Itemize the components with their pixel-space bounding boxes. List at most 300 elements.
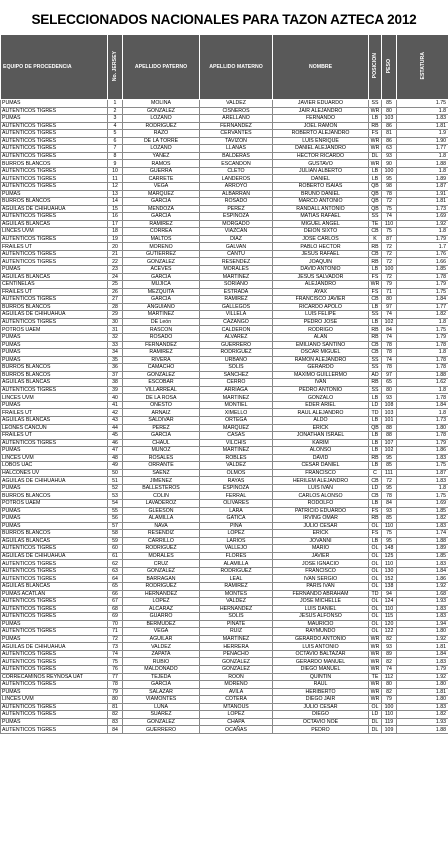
apellido-paterno-cell: ACEVES (123, 266, 200, 274)
apellido-materno-cell: HERNANDEZ (200, 605, 273, 613)
apellido-paterno-cell: RODRIGUEZ (123, 122, 200, 130)
jersey-cell: 74 (108, 650, 123, 658)
nombre-cell: DIEGO MANUEL (273, 666, 369, 674)
table-row (1, 484, 448, 492)
team-cell: FRAILES UT (1, 288, 108, 296)
nombre-cell: FERNANDO (273, 115, 369, 123)
apellido-materno-cell: SANCHEZ (200, 371, 273, 379)
peso-cell: 93 (382, 394, 397, 402)
table-row (1, 499, 448, 507)
table-row (1, 122, 448, 130)
apellido-materno-cell: GATICA (200, 515, 273, 523)
apellido-materno-cell: SOLIS (200, 364, 273, 372)
nombre-cell: IVAN SERGIO (273, 575, 369, 583)
nombre-cell: DEION SIXTO (273, 228, 369, 236)
estatura-cell: 1.83 (397, 605, 448, 613)
peso-cell: 82 (382, 688, 397, 696)
estatura-cell: 1.75 (397, 100, 448, 108)
estatura-cell: 1.83 (397, 658, 448, 666)
peso-cell: 115 (382, 613, 397, 621)
estatura-cell: 1.78 (397, 356, 448, 364)
team-cell: PUMAS (1, 341, 108, 349)
apellido-materno-cell: FERRAL (200, 492, 273, 500)
team-cell: LOBOS UAC (1, 462, 108, 470)
table-row (1, 635, 448, 643)
jersey-cell: 80 (108, 696, 123, 704)
apellido-materno-cell: ALVAREZ (200, 333, 273, 341)
peso-cell: 103 (382, 115, 397, 123)
apellido-materno-cell: MARTINEZ (200, 635, 273, 643)
team-cell: PUMAS (1, 718, 108, 726)
posicion-cell: OL (369, 613, 382, 621)
table-row (1, 213, 448, 221)
team-cell: LINCES UVM (1, 696, 108, 704)
apellido-materno-cell: MORALES (200, 266, 273, 274)
table-row (1, 333, 448, 341)
apellido-paterno-cell: CAMACHO (123, 364, 200, 372)
apellido-paterno-cell: MALTOS (123, 235, 200, 243)
estatura-cell: 1.75 (397, 288, 448, 296)
apellido-paterno-cell: FERNANDEZ (123, 341, 200, 349)
peso-cell: 65 (382, 379, 397, 387)
apellido-paterno-cell: LOPEZ (123, 598, 200, 606)
table-row (1, 220, 448, 228)
nombre-cell: OCTAVIO NOE (273, 718, 369, 726)
nombre-cell: DANIEL ALEJANDRO (273, 145, 369, 153)
peso-cell: 110 (382, 220, 397, 228)
nombre-cell: JESUS RAFAEL (273, 250, 369, 258)
nombre-cell: HECTOR RICARDO (273, 152, 369, 160)
estatura-cell: 1.83 (397, 613, 448, 621)
nombre-cell: GERARDO ANTONIO (273, 635, 369, 643)
apellido-materno-cell: GALVAN (200, 243, 273, 251)
posicion-cell: WR (369, 696, 382, 704)
estatura-cell: 1.80 (397, 681, 448, 689)
nombre-cell: DAVID ANTONIO (273, 266, 369, 274)
apellido-paterno-cell: RAMOS (123, 160, 200, 168)
apellido-paterno-cell: BERMUDEZ (123, 620, 200, 628)
apellido-materno-cell: PINATE (200, 620, 273, 628)
jersey-cell: 36 (108, 364, 123, 372)
table-row (1, 575, 448, 583)
table-row (1, 673, 448, 681)
posicion-cell: QB (369, 183, 382, 191)
peso-cell: 88 (382, 424, 397, 432)
posicion-cell: WR (369, 666, 382, 674)
apellido-materno-cell: LARIOS (200, 537, 273, 545)
jersey-cell: 51 (108, 477, 123, 485)
nombre-cell: LUIS FELIPE (273, 311, 369, 319)
team-cell: LINCES UVM (1, 228, 108, 236)
peso-cell: 81 (382, 130, 397, 138)
peso-cell: 138 (382, 583, 397, 591)
team-cell: AGUILAS DE CHIHUAHUA (1, 477, 108, 485)
table-row (1, 152, 448, 160)
posicion-cell: OL (369, 628, 382, 636)
apellido-paterno-cell: BALLESTEROS (123, 484, 200, 492)
table-body (1, 100, 448, 734)
jersey-cell: 78 (108, 681, 123, 689)
posicion-cell: LB (369, 115, 382, 123)
estatura-cell: 1.79 (397, 235, 448, 243)
table-row (1, 115, 448, 123)
apellido-materno-cell: ORTEGA (200, 416, 273, 424)
peso-cell: 78 (382, 364, 397, 372)
table-row (1, 288, 448, 296)
team-cell: AUTENTICOS TIGRES (1, 560, 108, 568)
estatura-cell: 1.83 (397, 477, 448, 485)
posicion-cell: RB (369, 454, 382, 462)
apellido-materno-cell: URBANO (200, 356, 273, 364)
peso-cell: 75 (382, 205, 397, 213)
nombre-cell: CARLOS ALONSO (273, 492, 369, 500)
team-cell: CENTINELAS (1, 281, 108, 289)
table-row (1, 281, 448, 289)
team-cell: AGUILAS BLANCAS (1, 537, 108, 545)
apellido-paterno-cell: RAMIREZ (123, 349, 200, 357)
apellido-paterno-cell: CRUZ (123, 560, 200, 568)
posicion-cell: LB (369, 432, 382, 440)
posicion-cell: SS (369, 100, 382, 108)
nombre-cell: ERICK (273, 530, 369, 538)
posicion-cell: WR (369, 688, 382, 696)
apellido-paterno-cell: ZAPATA (123, 650, 200, 658)
table-row (1, 703, 448, 711)
posicion-cell: TE (369, 673, 382, 681)
table-row (1, 537, 448, 545)
jersey-cell: 28 (108, 303, 123, 311)
estatura-cell: 1.92 (397, 673, 448, 681)
header-equipo: EQUIPO DE PROCEDENCIA (1, 35, 108, 100)
table-row (1, 439, 448, 447)
header-peso: PESO (382, 35, 397, 100)
apellido-paterno-cell: GUERRERO (123, 726, 200, 734)
table-row (1, 250, 448, 258)
peso-cell: 82 (382, 635, 397, 643)
peso-cell: 74 (382, 356, 397, 364)
apellido-materno-cell: HERRERA (200, 643, 273, 651)
apellido-materno-cell: CERRO (200, 379, 273, 387)
estatura-cell: 1.82 (397, 311, 448, 319)
team-cell: PUMAS (1, 401, 108, 409)
estatura-cell: 1.78 (397, 432, 448, 440)
estatura-cell: 1.79 (397, 666, 448, 674)
team-cell: AUTENTICOS TIGRES (1, 650, 108, 658)
peso-cell: 109 (382, 726, 397, 734)
team-cell: AGUILAS BLANCAS (1, 416, 108, 424)
nombre-cell: RAUL (273, 681, 369, 689)
posicion-cell: WR (369, 658, 382, 666)
apellido-materno-cell: CERVANTES (200, 130, 273, 138)
apellido-materno-cell: AVILA (200, 688, 273, 696)
posicion-cell: WR (369, 635, 382, 643)
table-row (1, 477, 448, 485)
jersey-cell: 3 (108, 115, 123, 123)
posicion-cell: WR (369, 137, 382, 145)
team-cell: AGUILAS BLANCAS (1, 220, 108, 228)
apellido-paterno-cell: ROSADO (123, 333, 200, 341)
team-cell: LINCES UVM (1, 454, 108, 462)
apellido-paterno-cell: GARCIA (123, 296, 200, 304)
team-cell: LEONES CANCUN (1, 424, 108, 432)
table-row (1, 183, 448, 191)
estatura-cell: 1.91 (397, 190, 448, 198)
team-cell: PUMAS (1, 620, 108, 628)
jersey-cell: 34 (108, 349, 123, 357)
apellido-materno-cell: TAVIZON (200, 137, 273, 145)
estatura-cell: 1.88 (397, 537, 448, 545)
apellido-materno-cell: CALDERON (200, 326, 273, 334)
team-cell: BURROS BLANCOS (1, 303, 108, 311)
apellido-materno-cell: SORIANO (200, 281, 273, 289)
nombre-cell: HERIBERTO (273, 688, 369, 696)
apellido-materno-cell: CANTU (200, 250, 273, 258)
estatura-cell: 1.8 (397, 152, 448, 160)
posicion-cell: QB (369, 424, 382, 432)
team-cell: POTROS UAEM (1, 499, 108, 507)
team-cell: PUMAS (1, 333, 108, 341)
nombre-cell: RAYMUNDO (273, 628, 369, 636)
table-row (1, 696, 448, 704)
estatura-cell: 1.9 (397, 130, 448, 138)
apellido-paterno-cell: DE LA TORRE (123, 137, 200, 145)
jersey-cell: 37 (108, 371, 123, 379)
apellido-paterno-cell: CHAUL (123, 439, 200, 447)
nombre-cell: IVAN (273, 379, 369, 387)
apellido-paterno-cell: ROSALES (123, 454, 200, 462)
peso-cell: 97 (382, 303, 397, 311)
table-row (1, 409, 448, 417)
posicion-cell: FS (369, 530, 382, 538)
peso-cell: 63 (382, 145, 397, 153)
team-cell: AUTENTICOS TIGRES (1, 213, 108, 221)
estatura-cell: 1.69 (397, 499, 448, 507)
nombre-cell: QUINTIN (273, 673, 369, 681)
estatura-cell: 1.78 (397, 364, 448, 372)
team-cell: AUTENTICOS TIGRES (1, 726, 108, 734)
estatura-cell: 1.82 (397, 515, 448, 523)
jersey-cell: 40 (108, 394, 123, 402)
apellido-materno-cell: GALLEGOS (200, 303, 273, 311)
posicion-cell: OL (369, 567, 382, 575)
apellido-paterno-cell: GLEESON (123, 507, 200, 515)
posicion-cell: OL (369, 598, 382, 606)
nombre-cell: JOSE CARLOS (273, 235, 369, 243)
team-cell: AUTENTICOS TIGRES (1, 183, 108, 191)
team-cell: AUTENTICOS TIGRES (1, 107, 108, 115)
apellido-paterno-cell: YAÑEZ (123, 152, 200, 160)
nombre-cell: RICARDO APOLO (273, 303, 369, 311)
table-row (1, 432, 448, 440)
nombre-cell: CESAR DANIEL (273, 462, 369, 470)
team-cell: LINCES UVM (1, 394, 108, 402)
apellido-paterno-cell: DE León (123, 318, 200, 326)
jersey-cell: 35 (108, 356, 123, 364)
nombre-cell: JAVIER EDUARDO (273, 100, 369, 108)
apellido-paterno-cell: GARCIA (123, 432, 200, 440)
nombre-cell: FRANCISCO (273, 469, 369, 477)
peso-cell: 78 (382, 349, 397, 357)
apellido-materno-cell: MORGADO (200, 220, 273, 228)
peso-cell: 85 (382, 515, 397, 523)
nombre-cell: ROBERTO ALEJANDRO (273, 130, 369, 138)
nombre-cell: MARIO (273, 545, 369, 553)
jersey-cell: 67 (108, 598, 123, 606)
table-row (1, 107, 448, 115)
peso-cell: 98 (382, 183, 397, 191)
peso-cell: 95 (382, 454, 397, 462)
table-row (1, 100, 448, 108)
apellido-paterno-cell: GARCIA (123, 681, 200, 689)
estatura-cell: 1.77 (397, 145, 448, 153)
team-cell: FRAILES UT (1, 409, 108, 417)
apellido-paterno-cell: DE LA ROSA (123, 394, 200, 402)
table-row (1, 416, 448, 424)
table-row (1, 492, 448, 500)
team-cell: AUTENTICOS TIGRES (1, 122, 108, 130)
apellido-materno-cell: COTERA (200, 696, 273, 704)
nombre-cell: JESUS ALFONSO (273, 613, 369, 621)
nombre-cell: DANIEL (273, 175, 369, 183)
nombre-cell: GERARDO (273, 364, 369, 372)
apellido-paterno-cell: VALDEZ (123, 643, 200, 651)
posicion-cell: CB (369, 349, 382, 357)
estatura-cell: 1.62 (397, 379, 448, 387)
peso-cell: 85 (382, 462, 397, 470)
peso-cell: 152 (382, 575, 397, 583)
posicion-cell: WR (369, 643, 382, 651)
team-cell: AUTENTICOS TIGRES (1, 703, 108, 711)
peso-cell: 87 (382, 235, 397, 243)
table-row (1, 726, 448, 734)
apellido-materno-cell: ROSADO (200, 198, 273, 206)
posicion-cell: TE (369, 220, 382, 228)
nombre-cell: PABLO HECTOR (273, 243, 369, 251)
apellido-paterno-cell: ALCARAZ (123, 605, 200, 613)
nombre-cell: JULIO CESAR (273, 522, 369, 530)
peso-cell: 95 (382, 484, 397, 492)
apellido-materno-cell: LEAL (200, 575, 273, 583)
nombre-cell: ALONSO (273, 447, 369, 455)
peso-cell: 103 (382, 409, 397, 417)
team-cell: AGUILAS BLANCAS (1, 379, 108, 387)
apellido-materno-cell: LOPEZ (200, 711, 273, 719)
apellido-materno-cell: FLORES (200, 552, 273, 560)
team-cell: AGUILAS BLANCAS (1, 273, 108, 281)
team-cell: PUMAS (1, 635, 108, 643)
estatura-cell: 1.84 (397, 567, 448, 575)
apellido-paterno-cell: LAVADEROZ (123, 499, 200, 507)
estatura-cell: 1.92 (397, 635, 448, 643)
table-row (1, 598, 448, 606)
peso-cell: 71 (382, 288, 397, 296)
team-cell: AUTENTICOS TIGRES (1, 545, 108, 553)
estatura-cell: 1.89 (397, 175, 448, 183)
peso-cell: 78 (382, 492, 397, 500)
table-row (1, 349, 448, 357)
peso-cell: 122 (382, 628, 397, 636)
apellido-materno-cell: MONTES (200, 590, 273, 598)
jersey-cell: 60 (108, 545, 123, 553)
team-cell: AUTENTICOS TIGRES (1, 145, 108, 153)
estatura-cell: 1.75 (397, 462, 448, 470)
table-row (1, 311, 448, 319)
posicion-cell: FS (369, 288, 382, 296)
apellido-paterno-cell: VIAMONTES (123, 696, 200, 704)
team-cell: AUTENTICOS TIGRES (1, 598, 108, 606)
posicion-cell: RB (369, 333, 382, 341)
estatura-cell: 1.84 (397, 650, 448, 658)
estatura-cell: 1.79 (397, 439, 448, 447)
jersey-cell: 14 (108, 198, 123, 206)
header-apellido-materno: APELLIDO MATERNO (200, 35, 273, 100)
team-cell: AUTENTICOS TIGRES (1, 175, 108, 183)
roster-table (0, 34, 448, 734)
apellido-paterno-cell: ARNAIZ (123, 409, 200, 417)
apellido-materno-cell: FERNANDEZ (200, 122, 273, 130)
jersey-cell: 11 (108, 175, 123, 183)
posicion-cell: OL (369, 545, 382, 553)
estatura-cell: 1.85 (397, 266, 448, 274)
posicion-cell: LB (369, 394, 382, 402)
apellido-paterno-cell: SALDIVAR (123, 416, 200, 424)
nombre-cell: MAXIMO GUILLERMO (273, 371, 369, 379)
table-row (1, 266, 448, 274)
jersey-cell: 20 (108, 243, 123, 251)
estatura-cell: 1.8 (397, 167, 448, 175)
table-row (1, 681, 448, 689)
estatura-cell: 1.81 (397, 198, 448, 206)
posicion-cell: WR (369, 145, 382, 153)
apellido-paterno-cell: MORALES (123, 552, 200, 560)
posicion-cell: DL (369, 152, 382, 160)
peso-cell: 72 (382, 477, 397, 485)
apellido-materno-cell: RAMIREZ (200, 583, 273, 591)
estatura-cell: 1.7 (397, 243, 448, 251)
peso-cell: 93 (382, 507, 397, 515)
estatura-cell: 1.94 (397, 620, 448, 628)
estatura-cell: 1.78 (397, 273, 448, 281)
header-apellido-paterno: APELLIDO PATERNO (123, 35, 200, 100)
apellido-materno-cell: RAMIREZ (200, 296, 273, 304)
posicion-cell: SS (369, 356, 382, 364)
peso-cell: 84 (382, 499, 397, 507)
nombre-cell: LUIS ENRIQUE (273, 137, 369, 145)
peso-cell: 119 (382, 718, 397, 726)
jersey-cell: 39 (108, 386, 123, 394)
jersey-cell: 47 (108, 447, 123, 455)
estatura-cell: 1.79 (397, 333, 448, 341)
table-row (1, 658, 448, 666)
table-row (1, 666, 448, 674)
jersey-cell: 21 (108, 250, 123, 258)
apellido-materno-cell: VALDEZ (200, 598, 273, 606)
peso-cell: 94 (382, 590, 397, 598)
posicion-cell: LB (369, 537, 382, 545)
nombre-cell: JULIO CESAR (273, 703, 369, 711)
jersey-cell: 4 (108, 122, 123, 130)
team-cell: AUTENTICOS TIGRES (1, 250, 108, 258)
peso-cell: 72 (382, 250, 397, 258)
team-cell: PUMAS (1, 515, 108, 523)
nombre-cell: FRANCISCO JAVIER (273, 296, 369, 304)
team-cell: BURROS BLANCOS (1, 530, 108, 538)
jersey-cell: 55 (108, 507, 123, 515)
nombre-cell: JESUS SALVADOR (273, 273, 369, 281)
team-cell: AGUILAS BLANCAS (1, 583, 108, 591)
posicion-cell: LB (369, 499, 382, 507)
apellido-paterno-cell: SALAZAR (123, 688, 200, 696)
